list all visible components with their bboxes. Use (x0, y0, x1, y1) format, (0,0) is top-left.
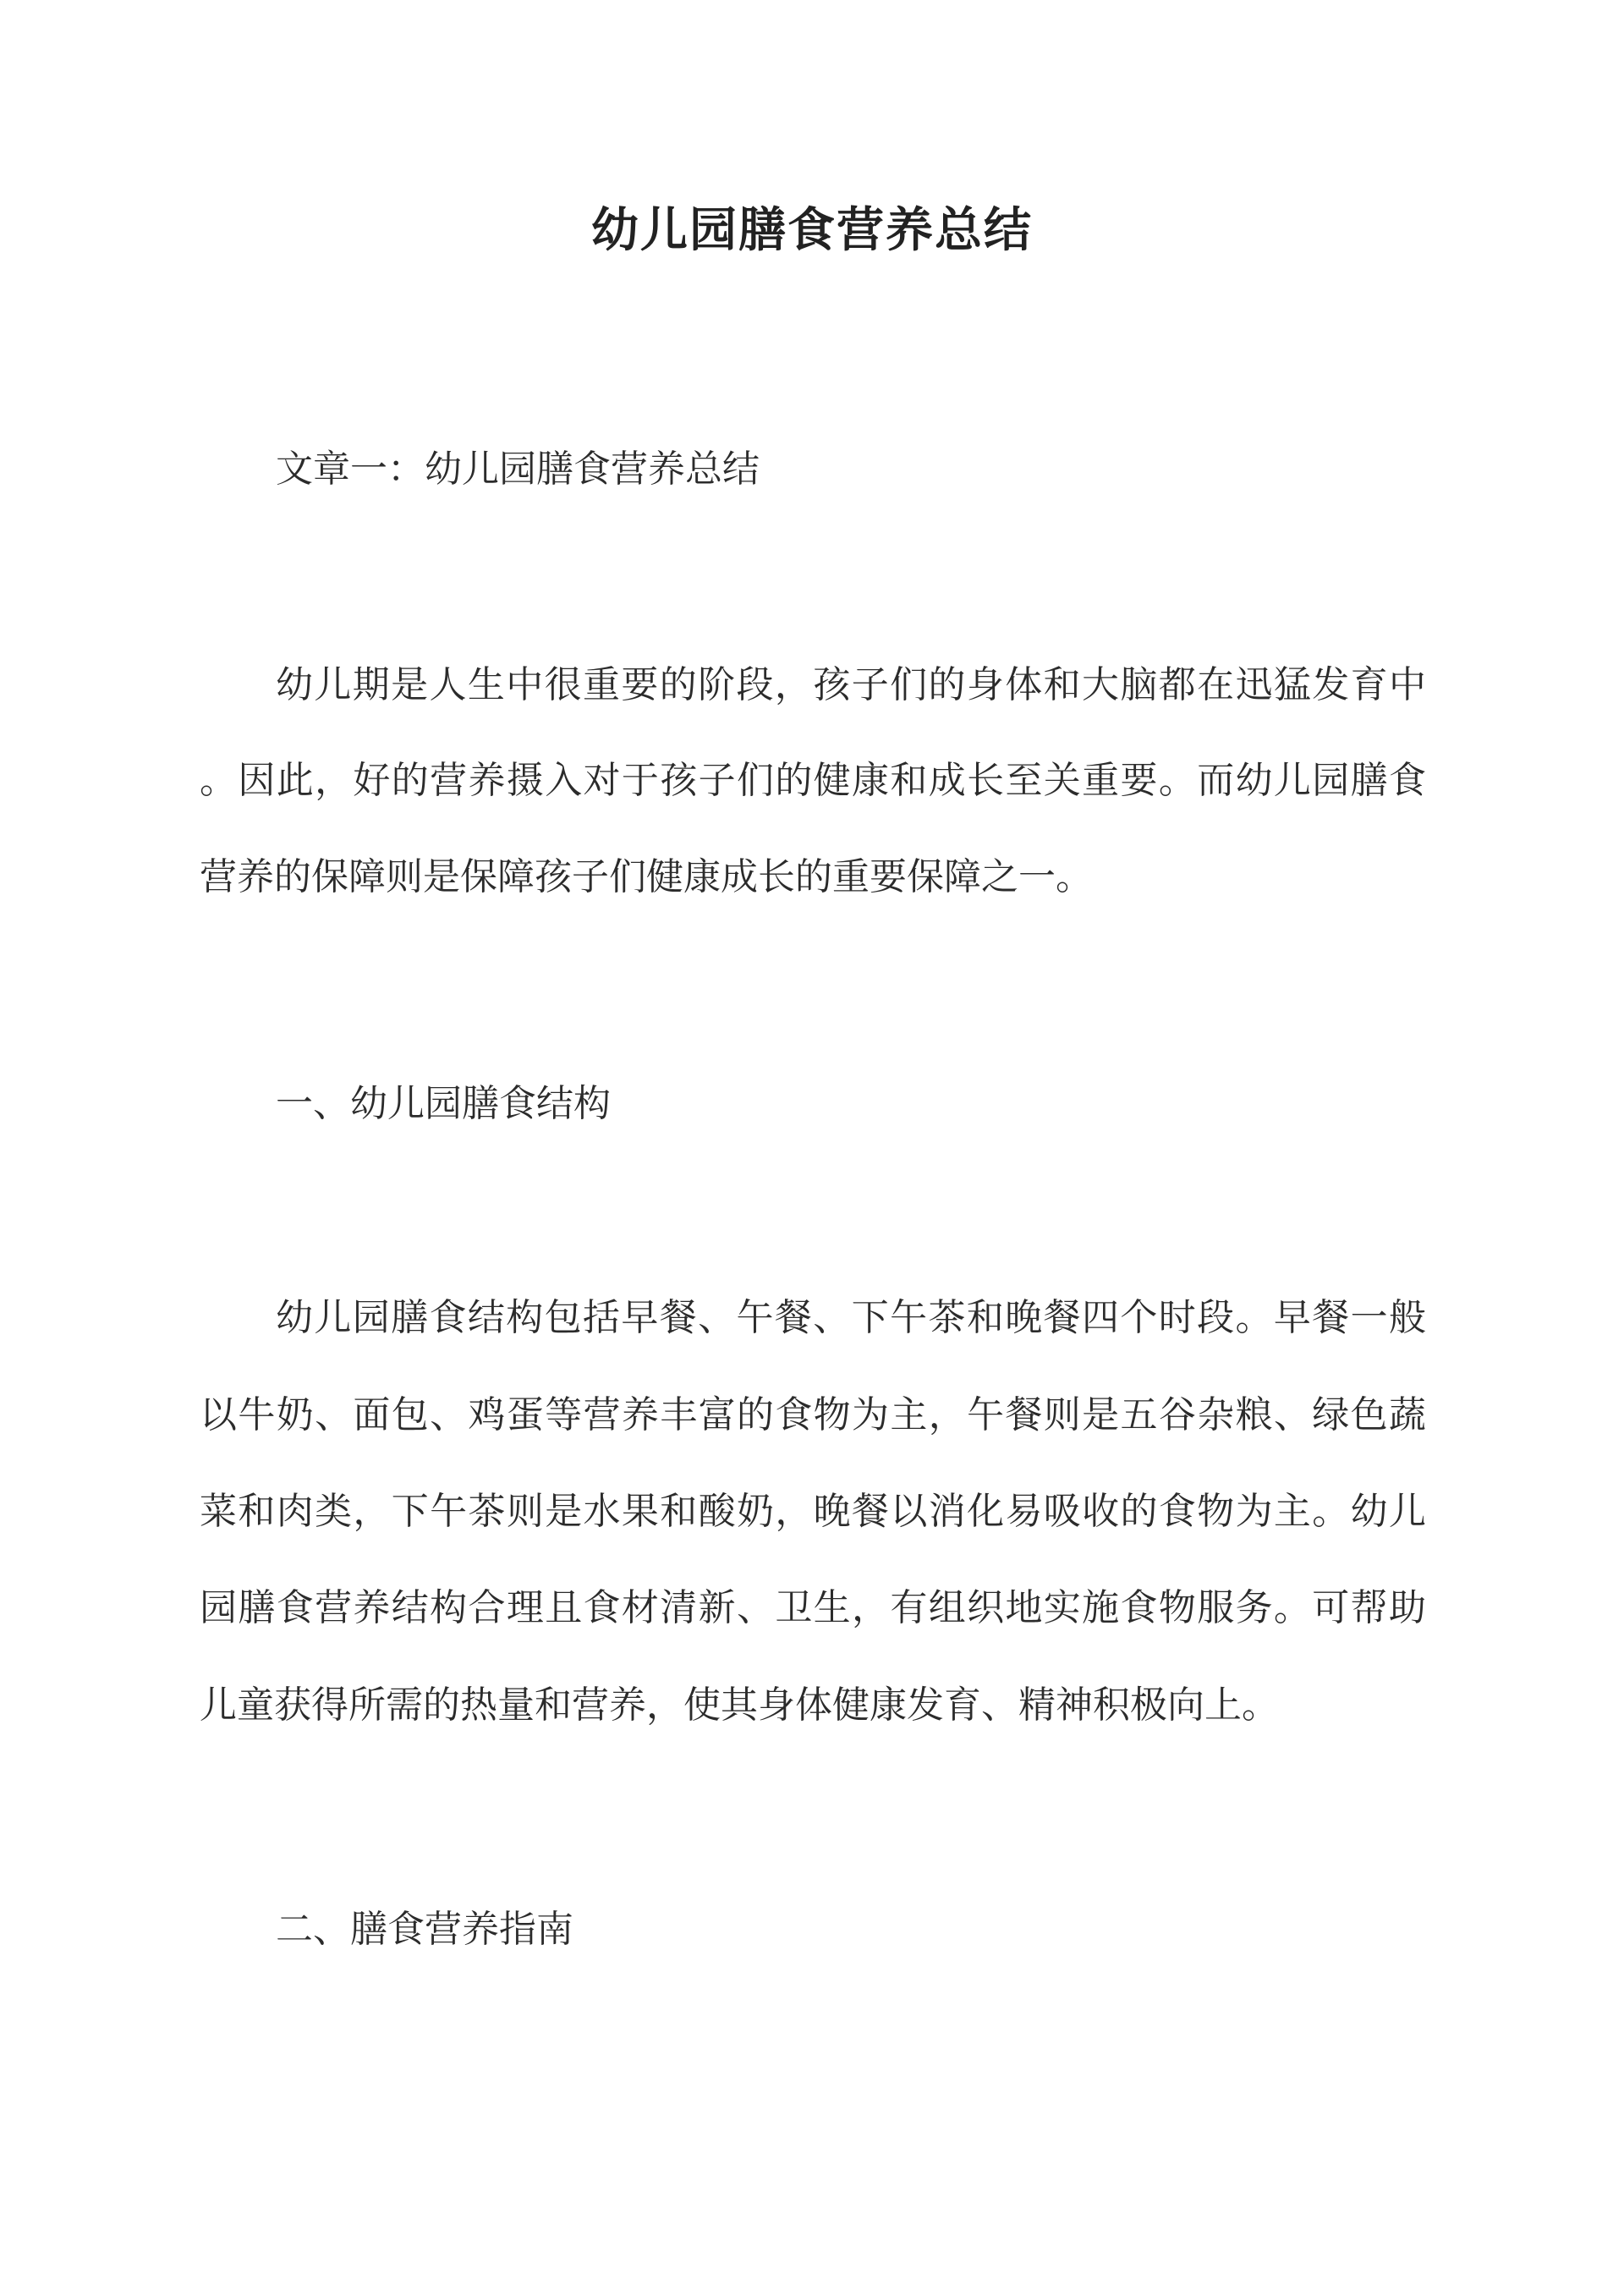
section-1-line-5: 儿童获得所需的热量和营养，使其身体健康发育、精神积极向上。 (200, 1684, 1279, 1727)
subtitle: 文章一：幼儿园膳食营养总结 (276, 448, 760, 491)
section-1-line-4: 园膳食营养结构合理且食材清新、卫生，有组织地实施食物服务。可帮助 (200, 1586, 1426, 1629)
section-1-line-3: 菜和肉类，下午茶则是水果和酸奶，晚餐以消化易吸收的食物为主。幼儿 (200, 1490, 1426, 1533)
section-1-line-2: 以牛奶、面包、鸡蛋等营养丰富的食物为主，午餐则是五谷杂粮、绿色蔬 (200, 1393, 1426, 1436)
intro-line-1: 幼儿期是人生中很重要的阶段，孩子们的身体和大脑都在迅猛发育中 (276, 663, 1426, 706)
section-2-heading: 二、膳食营养指南 (276, 1908, 573, 1951)
document-title: 幼儿园膳食营养总结 (591, 202, 1033, 258)
section-1-heading: 一、幼儿园膳食结构 (276, 1082, 611, 1125)
intro-line-2: 。因此，好的营养摄入对于孩子们的健康和成长至关重要。而幼儿园膳食 (200, 759, 1426, 802)
intro-line-3: 营养的保障则是保障孩子们健康成长的重要保障之一。 (200, 855, 1093, 898)
section-1-line-1: 幼儿园膳食结构包括早餐、午餐、下午茶和晚餐四个时段。早餐一般 (276, 1296, 1426, 1339)
